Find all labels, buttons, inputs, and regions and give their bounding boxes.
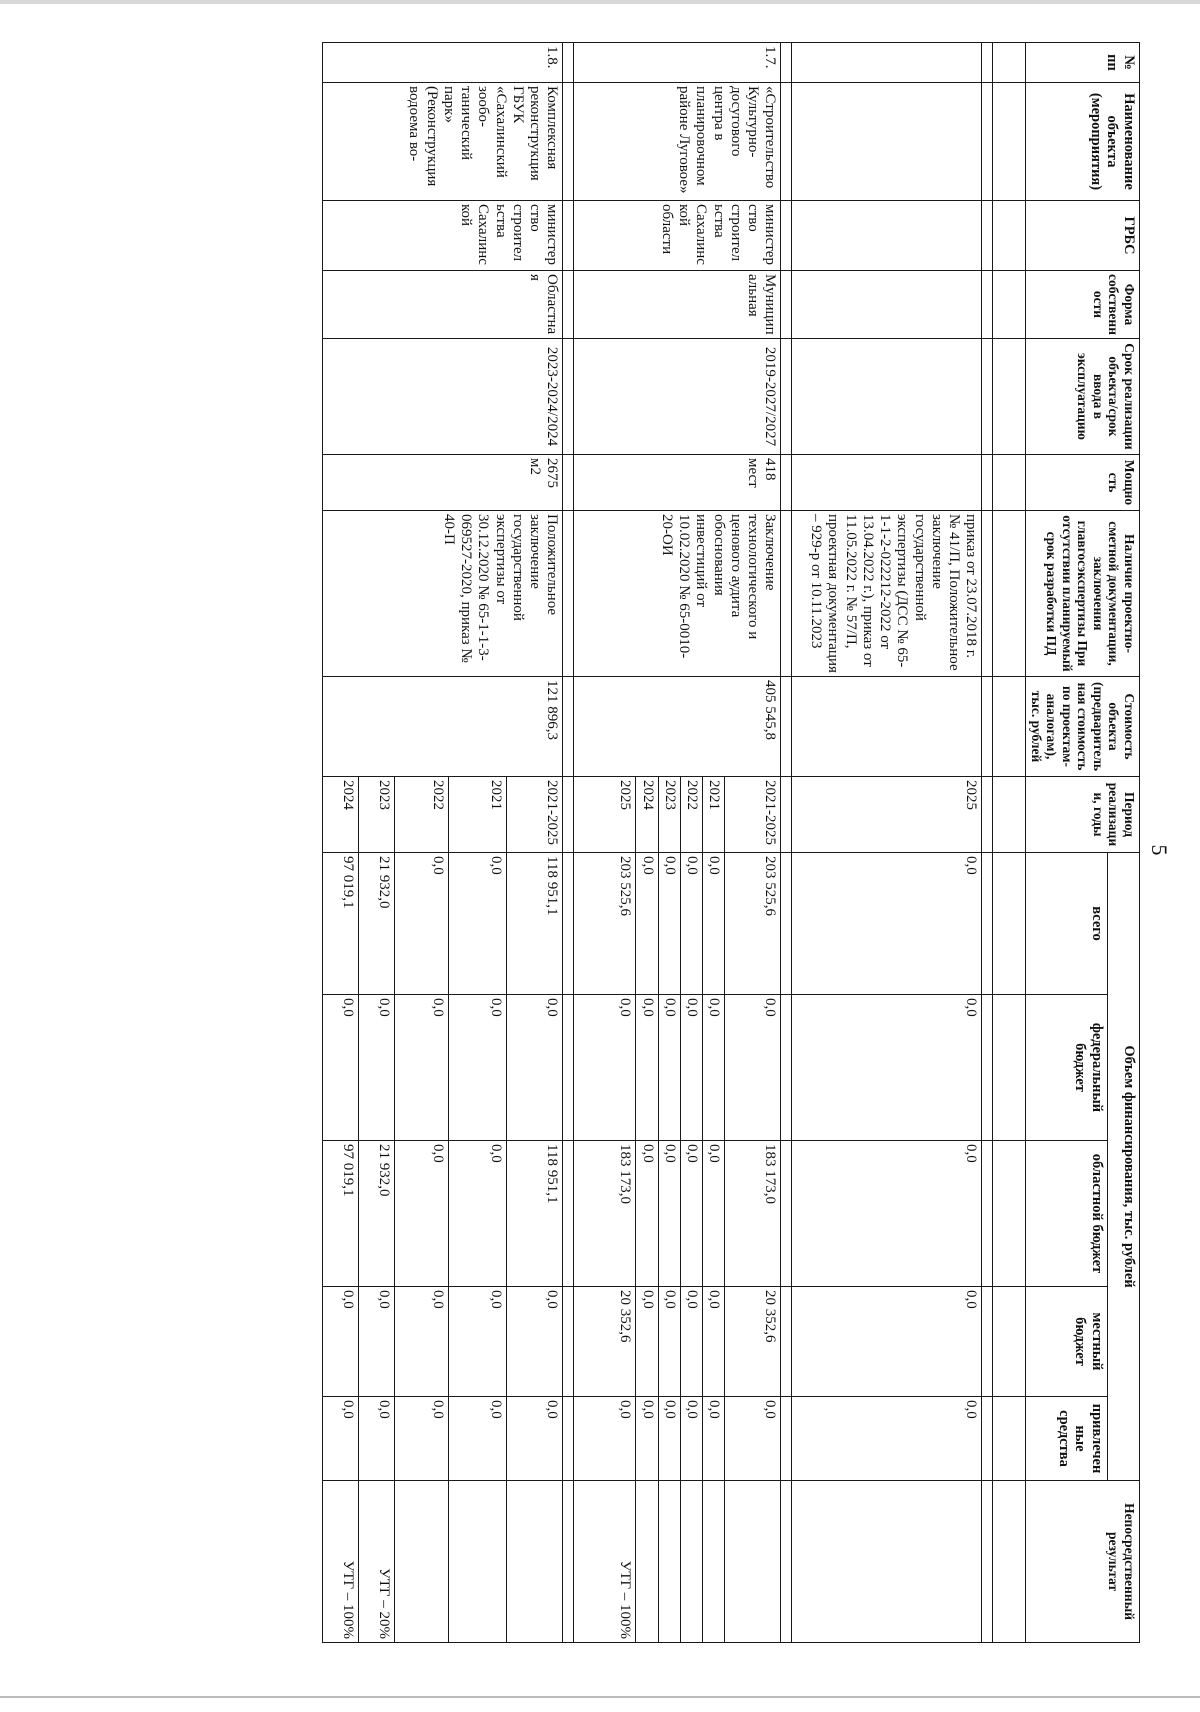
funding-attracted: 0,0 [359, 1397, 395, 1481]
header-num: № пп [1026, 43, 1140, 83]
funding-total: 97 019,1 [323, 853, 359, 995]
funding-attracted: 0,0 [507, 1397, 563, 1481]
block-spacer [781, 43, 792, 1643]
funding-federal: 0,0 [574, 995, 636, 1141]
funding-regional: 0,0 [658, 1141, 680, 1287]
row-term [792, 339, 982, 455]
row-num: 1.7. [574, 43, 781, 83]
funding-total: 0,0 [658, 853, 680, 995]
row-grbs: министерство строительства Сахалинской области [574, 201, 781, 271]
funding-total: 0,0 [703, 853, 725, 995]
result-cell [725, 1481, 781, 1643]
header-name: Наименование объекта (мероприятия) [1026, 83, 1140, 201]
header-federal: федеральный бюджет [1026, 995, 1108, 1141]
row-grbs: министерство строительства Сахалинской [323, 201, 563, 271]
row-grbs [792, 201, 982, 271]
funding-federal: 0,0 [449, 995, 507, 1141]
row-name: «Строительство Культурно-досугового центра в планировочном районе Луговое» [574, 83, 781, 201]
funding-federal: 0,0 [725, 995, 781, 1141]
block-spacer [982, 43, 993, 1643]
row-ownership [792, 271, 982, 339]
funding-attracted: 0,0 [449, 1397, 507, 1481]
result-cell: УТГ – 20% [359, 1481, 395, 1643]
funding-total: 0,0 [680, 853, 702, 995]
funding-attracted: 0,0 [323, 1397, 359, 1481]
header-result: Непосредственный результат [1026, 1481, 1140, 1643]
row-ownership: Муниципальная [574, 271, 781, 339]
header-regional: областной бюджет [1026, 1141, 1108, 1287]
funding-federal: 0,0 [323, 995, 359, 1141]
funding-table [322, 42, 1140, 1643]
scan-bottom-edge [0, 1696, 1200, 1698]
funding-federal: 0,0 [792, 995, 982, 1141]
header-funding: Объем финансирования, тыс. рублей [1107, 853, 1139, 1481]
funding-total: 0,0 [792, 853, 982, 995]
header-grbs: ГРБС [1026, 201, 1140, 271]
table-body [323, 43, 993, 1643]
header-total: всего [1026, 853, 1108, 995]
funding-total: 0,0 [636, 853, 658, 995]
funding-regional: 0,0 [449, 1141, 507, 1287]
result-cell [658, 1481, 680, 1643]
funding-regional: 0,0 [703, 1141, 725, 1287]
table-row [507, 43, 563, 1643]
period-year: 2023 [359, 777, 395, 853]
period-year: 2022 [395, 777, 449, 853]
result-cell [449, 1481, 507, 1643]
period-year: 2023 [658, 777, 680, 853]
scan-top-edge [0, 0, 1200, 4]
funding-attracted: 0,0 [658, 1397, 680, 1481]
row-docs: приказ от 23.07.2018 г. № 41/П, Положительное заключение государственной экспертизы (ДСС № 65-1-1-2-022212-2022 от 13.04.2022 г.), приказ от 11.05.2022 г. № 57/П, проектная документация – 929-р от 10.11.2023 [792, 511, 982, 677]
row-capacity: 2675 м2 [323, 455, 563, 511]
funding-local: 0,0 [703, 1287, 725, 1397]
row-term: 2023-2024/2024 [323, 339, 563, 455]
funding-total: 203 525,6 [574, 853, 636, 995]
funding-regional: 21 932,0 [359, 1141, 395, 1287]
result-cell [680, 1481, 702, 1643]
row-name [792, 83, 982, 201]
row-capacity [792, 455, 982, 511]
funding-attracted: 0,0 [703, 1397, 725, 1481]
funding-regional: 0,0 [636, 1141, 658, 1287]
result-cell: УТГ – 100% [323, 1481, 359, 1643]
row-docs: Заключение технологического и ценового аудита обоснования инвестиций от 10.02.2020 № 65-0010-20-ОИ [574, 511, 781, 677]
period-year: 2021 [449, 777, 507, 853]
funding-federal: 0,0 [507, 995, 563, 1141]
period-year: 2021 [703, 777, 725, 853]
funding-local: 0,0 [680, 1287, 702, 1397]
funding-local: 0,0 [507, 1287, 563, 1397]
row-cost: 405 545,8 [574, 677, 781, 777]
funding-regional: 183 173,0 [725, 1141, 781, 1287]
funding-regional: 183 173,0 [574, 1141, 636, 1287]
funding-total: 0,0 [449, 853, 507, 995]
row-docs: Положительное заключение государственной экспертизы от 30.12.2020 № 65-1-1-3-069527-2020, приказ № 40-П [323, 511, 563, 677]
result-cell [636, 1481, 658, 1643]
funding-total: 118 951,1 [507, 853, 563, 995]
period-year: 2021-2025 [725, 777, 781, 853]
header-row-1 [1107, 43, 1139, 1643]
funding-local: 0,0 [449, 1287, 507, 1397]
funding-total: 203 525,6 [725, 853, 781, 995]
header-term: Срок реализации объекта/срок ввода в эксплуатацию [1026, 339, 1140, 455]
header-period: Период реализации, годы [1026, 777, 1140, 853]
result-cell [395, 1481, 449, 1643]
page-number: 5 [1147, 844, 1172, 856]
result-cell [792, 1481, 982, 1643]
period-year: 2025 [792, 777, 982, 853]
result-cell [507, 1481, 563, 1643]
header-attracted: привлеченные средства [1026, 1397, 1108, 1481]
funding-federal: 0,0 [680, 995, 702, 1141]
period-year: 2024 [636, 777, 658, 853]
funding-local: 0,0 [658, 1287, 680, 1397]
block-spacer [563, 43, 574, 1643]
funding-local: 0,0 [792, 1287, 982, 1397]
row-capacity: 418 мест [574, 455, 781, 511]
header-docs: Наличие проектно-сметной документации, заключения главгосэкспертизы При отсутствии планируемый срок разработки ПД [1026, 511, 1140, 677]
result-cell: УТГ – 100% [574, 1481, 636, 1643]
funding-attracted: 0,0 [725, 1397, 781, 1481]
funding-local: 0,0 [395, 1287, 449, 1397]
funding-federal: 0,0 [703, 995, 725, 1141]
funding-local: 0,0 [323, 1287, 359, 1397]
funding-regional: 118 951,1 [507, 1141, 563, 1287]
funding-federal: 0,0 [395, 995, 449, 1141]
funding-local: 20 352,6 [725, 1287, 781, 1397]
funding-total: 0,0 [395, 853, 449, 995]
funding-local: 0,0 [636, 1287, 658, 1397]
period-year: 2025 [574, 777, 636, 853]
funding-regional: 0,0 [680, 1141, 702, 1287]
funding-attracted: 0,0 [792, 1397, 982, 1481]
row-name: Комплексная реконструкция ГБУК «Сахалинский зообо-танический парк» (Реконструкция водоема во- [323, 83, 563, 201]
funding-attracted: 0,0 [680, 1397, 702, 1481]
period-year: 2024 [323, 777, 359, 853]
funding-attracted: 0,0 [395, 1397, 449, 1481]
funding-regional: 97 019,1 [323, 1141, 359, 1287]
funding-attracted: 0,0 [574, 1397, 636, 1481]
rotated-page [98, 30, 1178, 1652]
header-local: местный бюджет [1026, 1287, 1108, 1397]
header-cost: Стоимость объекта (предварительная стоимость по проектам-аналогам), тыс. рублей [1026, 677, 1140, 777]
funding-local: 20 352,6 [574, 1287, 636, 1397]
period-year: 2022 [680, 777, 702, 853]
row-num: 1.8. [323, 43, 563, 83]
row-cost [792, 677, 982, 777]
row-cost: 121 896,3 [323, 677, 563, 777]
row-num [792, 43, 982, 83]
funding-total: 21 932,0 [359, 853, 395, 995]
funding-local: 0,0 [359, 1287, 395, 1397]
funding-regional: 0,0 [792, 1141, 982, 1287]
row-term: 2019-2027/2027 [574, 339, 781, 455]
funding-attracted: 0,0 [636, 1397, 658, 1481]
table-row [792, 43, 982, 1643]
funding-regional: 0,0 [395, 1141, 449, 1287]
header-spacer-row [993, 43, 1026, 1643]
period-year: 2021-2025 [507, 777, 563, 853]
funding-federal: 0,0 [359, 995, 395, 1141]
funding-federal: 0,0 [658, 995, 680, 1141]
table-row [725, 43, 781, 1643]
row-ownership: Областная [323, 271, 563, 339]
funding-federal: 0,0 [636, 995, 658, 1141]
header-capacity: Мощность [1026, 455, 1140, 511]
header-ownership: Форма собственности [1026, 271, 1140, 339]
result-cell [703, 1481, 725, 1643]
